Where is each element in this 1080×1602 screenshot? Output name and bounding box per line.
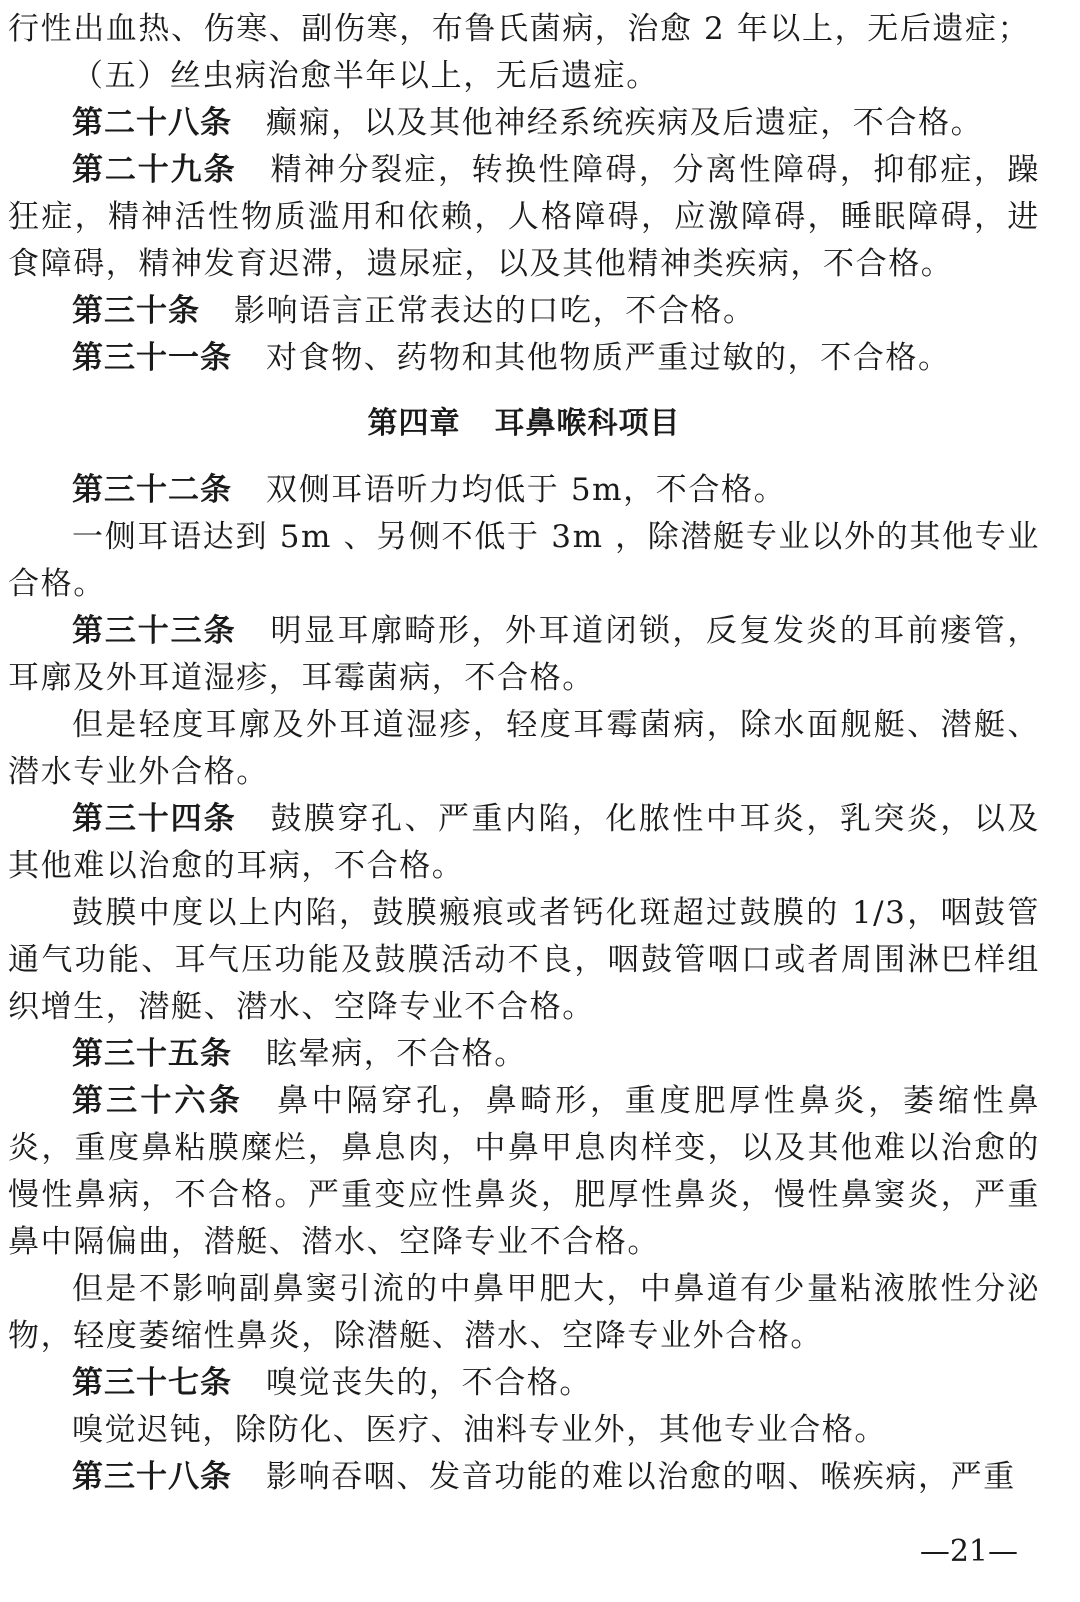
article-paragraph xyxy=(8,1078,1040,1266)
article-paragraph xyxy=(8,1031,1040,1078)
paragraph-text: 明显耳廓畸形，外耳道闭锁，反复发炎的耳前瘘管，耳廓及外耳道湿疹，耳霉菌病，不合格。 xyxy=(8,613,1040,696)
article-paragraph xyxy=(8,147,1040,288)
paragraph-text: 鼓膜穿孔、严重内陷，化脓性中耳炎，乳突炎，以及其他难以治愈的耳病，不合格。 xyxy=(8,801,1040,884)
article-number: 第三十三条 xyxy=(72,613,237,649)
article-paragraph xyxy=(8,608,1040,702)
body-paragraph xyxy=(8,1266,1040,1360)
body-paragraph xyxy=(8,702,1040,796)
paragraph-text: 鼓膜中度以上内陷，鼓膜瘢痕或者钙化斑超过鼓膜的 1/3，咽鼓管通气功能、耳气压功能及鼓膜活动不良，咽鼓管咽口或者周围淋巴样组织增生，潜艇、潜水、空降专业不合格。 xyxy=(8,895,1040,1025)
paragraph-text: 但是轻度耳廓及外耳道湿疹，轻度耳霉菌病，除水面舰艇、潜艇、潜水专业外合格。 xyxy=(8,707,1040,790)
body-paragraph xyxy=(8,514,1040,608)
paragraph-text: 鼻中隔穿孔，鼻畸形，重度肥厚性鼻炎，萎缩性鼻炎，重度鼻粘膜糜烂，鼻息肉，中鼻甲息肉样变，以及其他难以治愈的慢性鼻病，不合格。严重变应性鼻炎，肥厚性鼻炎，慢性鼻窦炎，严重鼻中隔偏曲，潜艇、潜水、空降专业不合格。 xyxy=(8,1083,1041,1260)
article-number: 第二十八条 xyxy=(72,105,232,141)
article-paragraph xyxy=(8,467,1040,514)
article-number: 第三十二条 xyxy=(72,472,232,508)
article-number: 第三十一条 xyxy=(72,340,232,376)
article-paragraph xyxy=(8,1360,1040,1407)
body-paragraph xyxy=(8,1407,1040,1454)
paragraph-text: 对食物、药物和其他物质严重过敏的，不合格。 xyxy=(266,340,951,376)
paragraph-text: 癫痫，以及其他神经系统疾病及后遗症，不合格。 xyxy=(266,105,984,141)
paragraph-text: 影响语言正常表达的口吃，不合格。 xyxy=(234,293,756,329)
body-paragraph xyxy=(8,53,1040,100)
paragraph-text: 双侧耳语听力均低于 5m，不合格。 xyxy=(266,472,787,508)
article-paragraph xyxy=(8,1454,1040,1501)
article-number: 第三十五条 xyxy=(72,1036,232,1072)
page-number: —21— xyxy=(919,1534,1018,1569)
paragraph-text: 影响吞咽、发音功能的难以治愈的咽、喉疾病，严重 xyxy=(266,1459,1016,1495)
article-number: 第三十条 xyxy=(72,293,200,329)
section-before-chapter xyxy=(8,6,1040,382)
article-number: 第二十九条 xyxy=(72,152,237,188)
paragraph-text: 但是不影响副鼻窦引流的中鼻甲肥大，中鼻道有少量粘液脓性分泌物，轻度萎缩性鼻炎，除潜艇、潜水、空降专业外合格。 xyxy=(8,1271,1040,1354)
body-paragraph xyxy=(8,6,1040,53)
paragraph-text: 眩晕病，不合格。 xyxy=(266,1036,527,1072)
body-paragraph xyxy=(8,890,1040,1031)
article-number: 第三十六条 xyxy=(72,1083,243,1119)
page-body xyxy=(8,6,1040,1501)
article-paragraph xyxy=(8,335,1040,382)
paragraph-text: 嗅觉丧失的，不合格。 xyxy=(266,1365,592,1401)
paragraph-text: （五）丝虫病治愈半年以上，无后遗症。 xyxy=(72,58,659,94)
chapter-number: 第四章 xyxy=(367,406,461,441)
article-number: 第三十七条 xyxy=(72,1365,232,1401)
paragraph-text: 一侧耳语达到 5m 、另侧不低于 3m ，除潜艇专业以外的其他专业合格。 xyxy=(8,519,1040,602)
section-after-chapter xyxy=(8,467,1040,1501)
chapter-title: 耳鼻喉科项目 xyxy=(494,406,681,441)
paragraph-text: 精神分裂症，转换性障碍，分离性障碍，抑郁症，躁狂症，精神活性物质滥用和依赖，人格障碍，应激障碍，睡眠障碍，进食障碍，精神发育迟滞，遗尿症，以及其他精神类疾病，不合格。 xyxy=(8,152,1040,282)
paragraph-text: 行性出血热、伤寒、副伤寒，布鲁氏菌病，治愈 2 年以上，无后遗症； xyxy=(8,11,1031,47)
article-paragraph xyxy=(8,288,1040,335)
article-paragraph xyxy=(8,100,1040,147)
article-number: 第三十八条 xyxy=(72,1459,232,1495)
paragraph-text: 嗅觉迟钝，除防化、医疗、油料专业外，其他专业合格。 xyxy=(72,1412,887,1448)
article-number: 第三十四条 xyxy=(72,801,237,837)
chapter-heading xyxy=(8,400,1040,447)
article-paragraph xyxy=(8,796,1040,890)
